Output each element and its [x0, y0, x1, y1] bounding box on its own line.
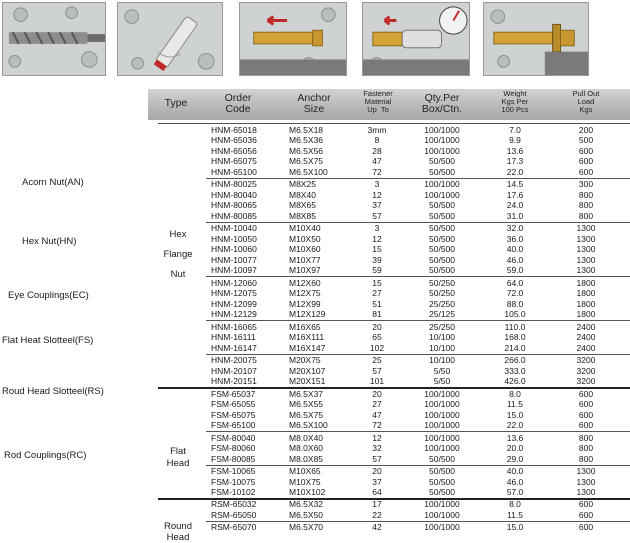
order-code-cell: FSM-10102 [211, 487, 256, 498]
order-code-cell: HNM-12075 [211, 288, 257, 299]
qty-per-box-cell: 50/500 [429, 254, 455, 265]
order-code-cell: FSM-80040 [211, 432, 256, 443]
qty-per-box-cell: 50/500 [429, 265, 455, 276]
table-row [0, 522, 630, 533]
pullout-load-cell: 800 [578, 443, 594, 454]
weight-cell: 105.0 [504, 309, 526, 320]
weight-cell: 15.0 [506, 409, 524, 420]
anchor-size-cell: M10X40 [289, 223, 321, 234]
qty-per-box-cell: 100/1000 [424, 409, 460, 420]
anchor-size-cell: M6.5X70 [289, 522, 324, 533]
type-head-label: Head [166, 458, 190, 469]
label-eye-couplings: Eye Couplings(EC) [8, 290, 89, 301]
table-row [0, 125, 630, 136]
qty-per-box-cell: 100/1000 [424, 509, 460, 520]
fastener-material-cell: 27 [372, 288, 382, 299]
order-code-cell: HNM-16147 [211, 342, 257, 353]
weight-cell: 8.0 [509, 388, 521, 399]
pullout-load-cell: 1300 [576, 244, 596, 255]
anchor-size-cell: M10X65 [289, 465, 321, 476]
header-type: Type [164, 97, 188, 109]
weight-cell: 22.0 [506, 166, 524, 177]
fastener-material-cell: 3mm [367, 124, 387, 135]
table-header [148, 89, 630, 120]
table-row [0, 234, 630, 245]
pullout-load-cell: 1800 [576, 309, 596, 320]
anchor-size-cell: M10X60 [289, 244, 321, 255]
fastener-material-cell: 37 [372, 476, 382, 487]
anchor-size-cell: M6.5X100 [289, 420, 328, 431]
fastener-material-cell: 20 [372, 465, 382, 476]
order-code-cell: HNM-16065 [211, 321, 257, 332]
header-order-code: Order Code [224, 92, 252, 116]
anchor-size-cell: M6.5X56 [289, 145, 324, 156]
anchor-size-cell: M20X107 [289, 365, 326, 376]
fastener-material-cell: 17 [372, 499, 382, 510]
qty-per-box-cell: 25/125 [429, 309, 455, 320]
header-anchor-size: Anchor Size [297, 92, 331, 116]
anchor-size-cell: M16X111 [289, 332, 325, 343]
qty-per-box-cell: 50/500 [429, 476, 455, 487]
order-code-cell: HNM-80065 [211, 200, 257, 211]
label-acorn-nut: Acorn Nut(AN) [22, 177, 84, 188]
pullout-load-cell: 1300 [576, 476, 596, 487]
installed-anchor-photo [483, 2, 589, 76]
weight-cell: 17.3 [506, 156, 524, 167]
fastener-material-cell: 47 [372, 156, 382, 167]
anchor-size-cell: M6.5X37 [289, 388, 324, 399]
pullout-load-cell: 600 [578, 409, 594, 420]
pullout-load-cell: 500 [578, 135, 594, 146]
qty-per-box-cell: 50/500 [429, 487, 455, 498]
header-pullout-load: Pull Out Load Kgs [572, 89, 600, 114]
qty-per-box-cell: 50/500 [429, 233, 455, 244]
anchor-size-cell: M8X40 [289, 189, 316, 200]
fastener-material-cell: 101 [369, 376, 385, 387]
weight-cell: 36.0 [506, 233, 524, 244]
pullout-load-cell: 1300 [576, 233, 596, 244]
order-code-cell: HNM-12099 [211, 298, 257, 309]
order-code-cell: HNM-10097 [211, 265, 257, 276]
order-code-cell: RSM-65032 [211, 499, 257, 510]
table-row [0, 200, 630, 211]
table-row [0, 190, 630, 201]
table-row [0, 343, 630, 354]
anchor-size-cell: M6.5X75 [289, 156, 324, 167]
weight-cell: 8.0 [509, 499, 521, 510]
table-row [0, 156, 630, 167]
fastener-material-cell: 51 [372, 298, 382, 309]
table-row [0, 433, 630, 444]
pullout-load-cell: 800 [578, 200, 594, 211]
qty-per-box-cell: 100/1000 [424, 189, 460, 200]
label-roud-head-slotteel: Roud Head Slotteel(RS) [2, 386, 104, 397]
pullout-load-cell: 1800 [576, 288, 596, 299]
anchor-size-cell: M8.0X60 [289, 443, 324, 454]
fastener-material-cell: 59 [372, 265, 382, 276]
order-code-cell: HNM-65056 [211, 145, 257, 156]
weight-cell: 40.0 [506, 465, 524, 476]
qty-per-box-cell: 50/500 [429, 465, 455, 476]
pullout-load-cell: 1300 [576, 465, 596, 476]
table-row [0, 510, 630, 521]
fastener-material-cell: 102 [369, 342, 385, 353]
weight-cell: 214.0 [504, 342, 526, 353]
qty-per-box-cell: 50/250 [429, 277, 455, 288]
qty-per-box-cell: 10/100 [429, 332, 455, 343]
header-fastener-material: Fastener Material Up To [363, 89, 393, 114]
anchor-size-cell: M10X102 [289, 487, 326, 498]
pullout-load-cell: 600 [578, 156, 594, 167]
pullout-load-cell: 1300 [576, 254, 596, 265]
fastener-material-cell: 3 [374, 223, 380, 234]
fastener-material-cell: 12 [372, 233, 382, 244]
table-row [0, 135, 630, 146]
pullout-load-cell: 600 [578, 388, 594, 399]
qty-per-box-cell: 50/500 [429, 244, 455, 255]
weight-cell: 110.0 [504, 321, 526, 332]
tighten-anchor-photo [362, 2, 470, 76]
pullout-load-cell: 800 [578, 453, 594, 464]
fastener-material-cell: 15 [372, 244, 382, 255]
qty-per-box-cell: 50/500 [429, 223, 455, 234]
qty-per-box-cell: 100/1000 [424, 499, 460, 510]
table-row [0, 355, 630, 366]
fastener-material-cell: 81 [372, 309, 382, 320]
order-code-cell: HNM-65018 [211, 124, 257, 135]
pullout-load-cell: 600 [578, 420, 594, 431]
header-qty: Qty.Per Box/Ctn. [421, 92, 463, 116]
order-code-cell: HNM-10077 [211, 254, 257, 265]
pullout-load-cell: 800 [578, 210, 594, 221]
order-code-cell: FSM-10065 [211, 465, 256, 476]
table-row [0, 376, 630, 387]
qty-per-box-cell: 100/1000 [424, 145, 460, 156]
qty-per-box-cell: 100/1000 [424, 124, 460, 135]
anchor-size-cell: M8.0X85 [289, 453, 324, 464]
header-underline [158, 123, 630, 124]
fastener-material-cell: 57 [372, 365, 382, 376]
weight-cell: 59.0 [506, 265, 524, 276]
anchor-size-cell: M12X99 [289, 298, 321, 309]
type-nut-label: Nut [170, 269, 186, 280]
table-row [0, 466, 630, 477]
order-code-cell: HNM-65036 [211, 135, 257, 146]
weight-cell: 31.0 [506, 210, 524, 221]
fastener-material-cell: 64 [372, 487, 382, 498]
pullout-load-cell: 1300 [576, 265, 596, 276]
fastener-material-cell: 47 [372, 409, 382, 420]
weight-cell: 20.0 [506, 443, 524, 454]
fastener-material-cell: 42 [372, 522, 382, 533]
anchor-size-cell: M8.0X40 [289, 432, 324, 443]
qty-per-box-cell: 50/500 [429, 156, 455, 167]
qty-per-box-cell: 100/1000 [424, 388, 460, 399]
pullout-load-cell: 1300 [576, 223, 596, 234]
weight-cell: 333.0 [504, 365, 526, 376]
order-code-cell: HNM-20075 [211, 355, 257, 366]
anchor-size-cell: M10X75 [289, 476, 321, 487]
qty-per-box-cell: 100/1000 [424, 432, 460, 443]
pullout-load-cell: 3200 [576, 365, 596, 376]
fastener-material-cell: 65 [372, 332, 382, 343]
table-row [0, 146, 630, 157]
fastener-material-cell: 37 [372, 200, 382, 211]
order-code-cell: RSM-65050 [211, 509, 257, 520]
anchor-size-cell: M12X60 [289, 277, 321, 288]
table-row [0, 420, 630, 431]
anchor-size-cell: M8X85 [289, 210, 316, 221]
qty-per-box-cell: 100/1000 [424, 399, 460, 410]
weight-cell: 11.5 [507, 399, 523, 410]
pullout-load-cell: 2400 [576, 332, 596, 343]
qty-per-box-cell: 5/50 [433, 365, 451, 376]
table-row [0, 322, 630, 333]
table-row [0, 288, 630, 299]
fastener-material-cell: 32 [372, 443, 382, 454]
order-code-cell: FSM-80085 [211, 453, 256, 464]
pullout-load-cell: 3200 [576, 376, 596, 387]
pullout-load-cell: 600 [578, 509, 594, 520]
weight-cell: 168.0 [504, 332, 526, 343]
table-row [0, 211, 630, 222]
anchor-size-cell: M16X147 [289, 342, 326, 353]
table-row [0, 167, 630, 178]
order-code-cell: FSM-65055 [211, 399, 256, 410]
pullout-load-cell: 600 [578, 399, 594, 410]
weight-cell: 13.6 [506, 432, 524, 443]
table-row [0, 487, 630, 498]
anchor-size-cell: M20X151 [289, 376, 326, 387]
qty-per-box-cell: 100/1000 [424, 135, 460, 146]
clean-hole-photo [117, 2, 223, 76]
pullout-load-cell: 1300 [576, 487, 596, 498]
table-row [0, 244, 630, 255]
qty-per-box-cell: 25/250 [429, 321, 455, 332]
anchor-size-cell: M20X75 [289, 355, 321, 366]
order-code-cell: HNM-20151 [211, 376, 257, 387]
order-code-cell: FSM-65100 [211, 420, 256, 431]
qty-per-box-cell: 5/50 [433, 376, 451, 387]
weight-cell: 72.0 [506, 288, 524, 299]
weight-cell: 46.0 [506, 476, 524, 487]
qty-per-box-cell: 50/500 [429, 200, 455, 211]
order-code-cell: HNM-12129 [211, 309, 257, 320]
anchor-size-cell: M6.5X50 [289, 509, 324, 520]
weight-cell: 15.0 [506, 522, 524, 533]
fastener-material-cell: 12 [372, 189, 382, 200]
qty-per-box-cell: 10/100 [429, 355, 455, 366]
order-code-cell: HNM-10050 [211, 233, 257, 244]
table-row [0, 499, 630, 510]
weight-cell: 24.0 [506, 200, 524, 211]
weight-cell: 46.0 [506, 254, 524, 265]
fastener-material-cell: 72 [372, 420, 382, 431]
table-row [0, 332, 630, 343]
order-code-cell: HNM-12060 [211, 277, 257, 288]
label-rod-couplings: Rod Couplings(RC) [4, 450, 87, 461]
order-code-cell: HNM-16111 [211, 332, 256, 343]
anchor-size-cell: M6.5X100 [289, 166, 328, 177]
qty-per-box-cell: 10/100 [429, 342, 455, 353]
weight-cell: 14.5 [506, 179, 524, 190]
order-code-cell: FSM-10075 [211, 476, 256, 487]
qty-per-box-cell: 100/1000 [424, 420, 460, 431]
fastener-material-cell: 25 [372, 355, 382, 366]
weight-cell: 32.0 [506, 223, 524, 234]
anchor-size-cell: M8X65 [289, 200, 316, 211]
qty-per-box-cell: 50/500 [429, 210, 455, 221]
qty-per-box-cell: 100/1000 [424, 179, 460, 190]
weight-cell: 57.0 [506, 487, 524, 498]
order-code-cell: HNM-10040 [211, 223, 257, 234]
anchor-size-cell: M6.5X36 [289, 135, 324, 146]
fastener-material-cell: 20 [372, 321, 382, 332]
pullout-load-cell: 600 [578, 499, 594, 510]
weight-cell: 88.0 [506, 298, 524, 309]
table-row [0, 223, 630, 234]
pullout-load-cell: 600 [578, 522, 594, 533]
order-code-cell: HNM-65100 [211, 166, 257, 177]
table-row [0, 477, 630, 488]
weight-cell: 9.9 [509, 135, 521, 146]
pullout-load-cell: 800 [578, 432, 594, 443]
order-code-cell: FSM-65037 [211, 388, 256, 399]
order-code-cell: HNM-80040 [211, 189, 257, 200]
order-code-cell: HNM-65075 [211, 156, 257, 167]
label-flat-heat-slotteel: Flat Heat Slotteel(FS) [2, 335, 94, 346]
type-round-label: Round [164, 521, 192, 532]
fastener-material-cell: 20 [372, 388, 382, 399]
order-code-cell: HNM-20107 [211, 365, 257, 376]
weight-cell: 13.6 [506, 145, 524, 156]
table-row [0, 309, 630, 320]
table-row [0, 255, 630, 266]
table-row [0, 179, 630, 190]
weight-cell: 40.0 [506, 244, 524, 255]
pullout-load-cell: 800 [578, 189, 594, 200]
fastener-material-cell: 28 [372, 145, 382, 156]
weight-cell: 426.0 [504, 376, 526, 387]
weight-cell: 7.0 [509, 124, 521, 135]
order-code-cell: FSM-65075 [211, 409, 256, 420]
order-code-cell: FSM-80060 [211, 443, 256, 454]
fastener-material-cell: 12 [372, 432, 382, 443]
order-code-cell: HNM-10060 [211, 244, 257, 255]
qty-per-box-cell: 100/1000 [424, 443, 460, 454]
header-weight: Weight Kgs Per 100 Pcs [501, 89, 529, 114]
anchor-size-cell: M6.5X75 [289, 409, 324, 420]
qty-per-box-cell: 50/500 [429, 453, 455, 464]
order-code-cell: HNM-80085 [211, 210, 257, 221]
weight-cell: 266.0 [504, 355, 526, 366]
table-row [0, 410, 630, 421]
qty-per-box-cell: 100/1000 [424, 522, 460, 533]
weight-cell: 17.6 [506, 189, 524, 200]
fastener-material-cell: 39 [372, 254, 382, 265]
anchor-size-cell: M12X129 [289, 309, 326, 320]
type-flange-label: Flange [163, 249, 193, 260]
weight-cell: 22.0 [506, 420, 524, 431]
table-row [0, 299, 630, 310]
anchor-size-cell: M10X50 [289, 233, 321, 244]
weight-cell: 29.0 [506, 453, 524, 464]
pullout-load-cell: 200 [578, 124, 594, 135]
table-row [0, 454, 630, 465]
table-row [0, 278, 630, 289]
fastener-material-cell: 22 [372, 509, 382, 520]
anchor-size-cell: M8X25 [289, 179, 316, 190]
fastener-material-cell: 27 [372, 399, 382, 410]
insert-anchor-photo [239, 2, 347, 76]
type-round-head-label: Head [166, 532, 190, 543]
type-hex-label: Hex [169, 229, 187, 240]
weight-cell: 64.0 [506, 277, 524, 288]
order-code-cell: HNM-80025 [211, 179, 257, 190]
qty-per-box-cell: 50/500 [429, 166, 455, 177]
drill-hole-photo [2, 2, 106, 76]
fastener-material-cell: 57 [372, 453, 382, 464]
table-row [0, 443, 630, 454]
pullout-load-cell: 1800 [576, 277, 596, 288]
table-row [0, 399, 630, 410]
weight-cell: 11.5 [507, 509, 523, 520]
pullout-load-cell: 2400 [576, 342, 596, 353]
fastener-material-cell: 72 [372, 166, 382, 177]
pullout-load-cell: 600 [578, 145, 594, 156]
pullout-load-cell: 3200 [576, 355, 596, 366]
qty-per-box-cell: 25/250 [429, 298, 455, 309]
anchor-size-cell: M16X65 [289, 321, 321, 332]
fastener-material-cell: 3 [374, 179, 380, 190]
anchor-size-cell: M6.5X32 [289, 499, 324, 510]
anchor-size-cell: M6.5X18 [289, 124, 324, 135]
pullout-load-cell: 2400 [576, 321, 596, 332]
anchor-size-cell: M10X97 [289, 265, 321, 276]
fastener-material-cell: 57 [372, 210, 382, 221]
table-row [0, 389, 630, 400]
pullout-load-cell: 1800 [576, 298, 596, 309]
pullout-load-cell: 600 [578, 166, 594, 177]
pullout-load-cell: 300 [578, 179, 594, 190]
fastener-material-cell: 8 [374, 135, 380, 146]
type-flat-label: Flat [170, 446, 186, 457]
order-code-cell: RSM-65070 [211, 522, 257, 533]
qty-per-box-cell: 50/250 [429, 288, 455, 299]
label-hex-nut: Hex Nut(HN) [22, 236, 77, 247]
table-row [0, 366, 630, 377]
fastener-material-cell: 15 [372, 277, 382, 288]
table-row [0, 265, 630, 276]
anchor-size-cell: M12X75 [289, 288, 321, 299]
anchor-size-cell: M6.5X55 [289, 399, 324, 410]
anchor-size-cell: M10X77 [289, 254, 321, 265]
